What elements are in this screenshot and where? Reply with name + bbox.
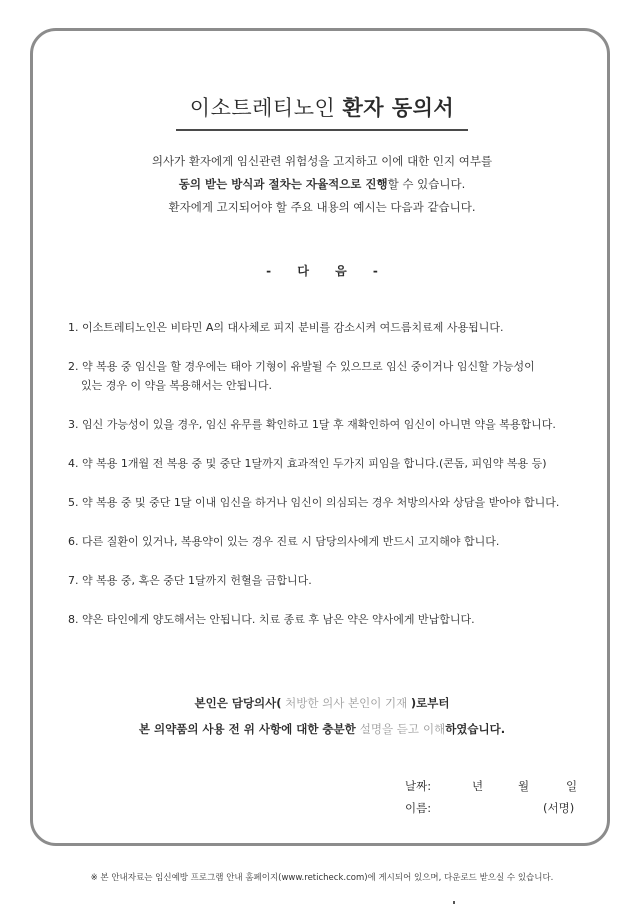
notice-item-line <box>68 532 582 551</box>
notice-item-text: 약 복용 중, 혹은 중단 1달까지 헌혈을 금합니다. <box>82 574 312 587</box>
notice-item-number: 7. <box>68 574 79 587</box>
date-label: 날짜: <box>405 779 432 793</box>
doctor-name-hint: 처방한 의사 본인이 기재 <box>281 696 411 710</box>
title-area <box>0 92 644 131</box>
consent-line-2 <box>0 716 644 742</box>
day-field[interactable]: 일 <box>566 779 578 793</box>
notice-item-text: 약 복용 중 임신을 할 경우에는 태아 기형이 유발될 수 있으므로 임신 중이거나 임신할 가능성이 <box>82 360 535 373</box>
notice-item-line <box>68 415 582 434</box>
intro-line-2-bold: 동의 받는 방식과 절차는 자율적으로 진행 <box>178 177 388 191</box>
footer-note: ※ 본 안내자료는 임신예방 프로그램 안내 홈페이지(www.reticheck.com)에 게시되어 있으며, 다운로드 받으실 수 있습니다. <box>90 873 554 883</box>
consent-line-1-b: )로부터 <box>410 696 450 710</box>
section-marker: - 다 음 - <box>266 264 378 278</box>
consent-line-1-a: 본인은 담당의사( <box>194 696 282 710</box>
notice-item-number: 4. <box>68 457 79 470</box>
intro-paragraph <box>0 150 644 219</box>
notice-item-text: 이소트레티노인은 비타민 A의 대사체로 피지 분비를 감소시켜 여드름치료제 사용됩니다. <box>82 321 504 334</box>
name-label: 이름: <box>405 801 432 815</box>
notice-item <box>68 532 582 551</box>
notice-item-text: 약 복용 중 및 중단 1달 이내 임신을 하거나 임신이 의심되는 경우 처방의사와 상담을 받아야 합니다. <box>82 496 560 509</box>
consent-gray-1: 설명을 듣고 <box>359 722 419 736</box>
notice-item-line <box>68 454 582 473</box>
signature-field[interactable]: (서명) <box>543 801 575 815</box>
intro-line-2-rest: 할 수 있습니다. <box>387 177 466 191</box>
scan-speck <box>453 901 455 904</box>
notice-item-line <box>68 318 582 337</box>
consent-line-2-a: 본 의약품의 사용 전 위 사항에 대한 충분한 <box>138 722 360 736</box>
notice-item-number: 2. <box>68 360 79 373</box>
intro-line-1: 의사가 환자에게 임신관련 위험성을 고지하고 이에 대한 인지 여부를 <box>151 154 493 168</box>
notice-item-line: 있는 경우 이 약을 복용해서는 안됩니다. <box>81 379 272 392</box>
title-bold: 환자 동의서 <box>342 96 455 120</box>
notice-item-number: 5. <box>68 496 79 509</box>
notice-item <box>68 610 582 629</box>
intro-line-2 <box>0 173 644 196</box>
notice-item-line <box>68 493 582 512</box>
notice-item-line <box>68 610 582 629</box>
notice-item-text: 약은 타인에게 양도해서는 안됩니다. 치료 종료 후 남은 약은 약사에게 반납합니다. <box>82 613 475 626</box>
title-normal: 이소트레티노인 <box>189 96 343 120</box>
notice-item <box>68 415 582 434</box>
notice-item-text: 임신 가능성이 있을 경우, 임신 유무를 확인하고 1달 후 재확인하여 임신이 아니면 약을 복용합니다. <box>82 418 556 431</box>
notice-item-text: 약 복용 1개월 전 복용 중 및 중단 1달까지 효과적인 두가지 피임을 합니다.(콘돔, 피임약 복용 등) <box>82 457 547 470</box>
notice-list <box>68 318 582 649</box>
notice-item-line <box>68 571 582 590</box>
month-field[interactable]: 월 <box>518 779 530 793</box>
notice-item-number: 1. <box>68 321 79 334</box>
notice-item-number: 8. <box>68 613 79 626</box>
year-field[interactable]: 년 <box>472 779 484 793</box>
consent-gray-2: 이해 <box>422 722 446 736</box>
consent-line-1 <box>0 690 644 716</box>
notice-item-line <box>68 357 582 376</box>
notice-item <box>68 357 582 395</box>
notice-item-number: 6. <box>68 535 79 548</box>
consent-line-2-b: 하였습니다. <box>445 722 506 736</box>
intro-line-3: 환자에게 고지되어야 할 주요 내용의 예시는 다음과 같습니다. <box>168 200 476 214</box>
notice-item <box>68 571 582 590</box>
notice-item-number: 3. <box>68 418 79 431</box>
notice-item <box>68 493 582 512</box>
document-title <box>176 92 468 131</box>
notice-item <box>68 454 582 473</box>
consent-statement <box>0 690 644 742</box>
notice-item <box>68 318 582 337</box>
notice-item-text: 다른 질환이 있거나, 복용약이 있는 경우 진료 시 담당의사에게 반드시 고지해야 합니다. <box>82 535 500 548</box>
